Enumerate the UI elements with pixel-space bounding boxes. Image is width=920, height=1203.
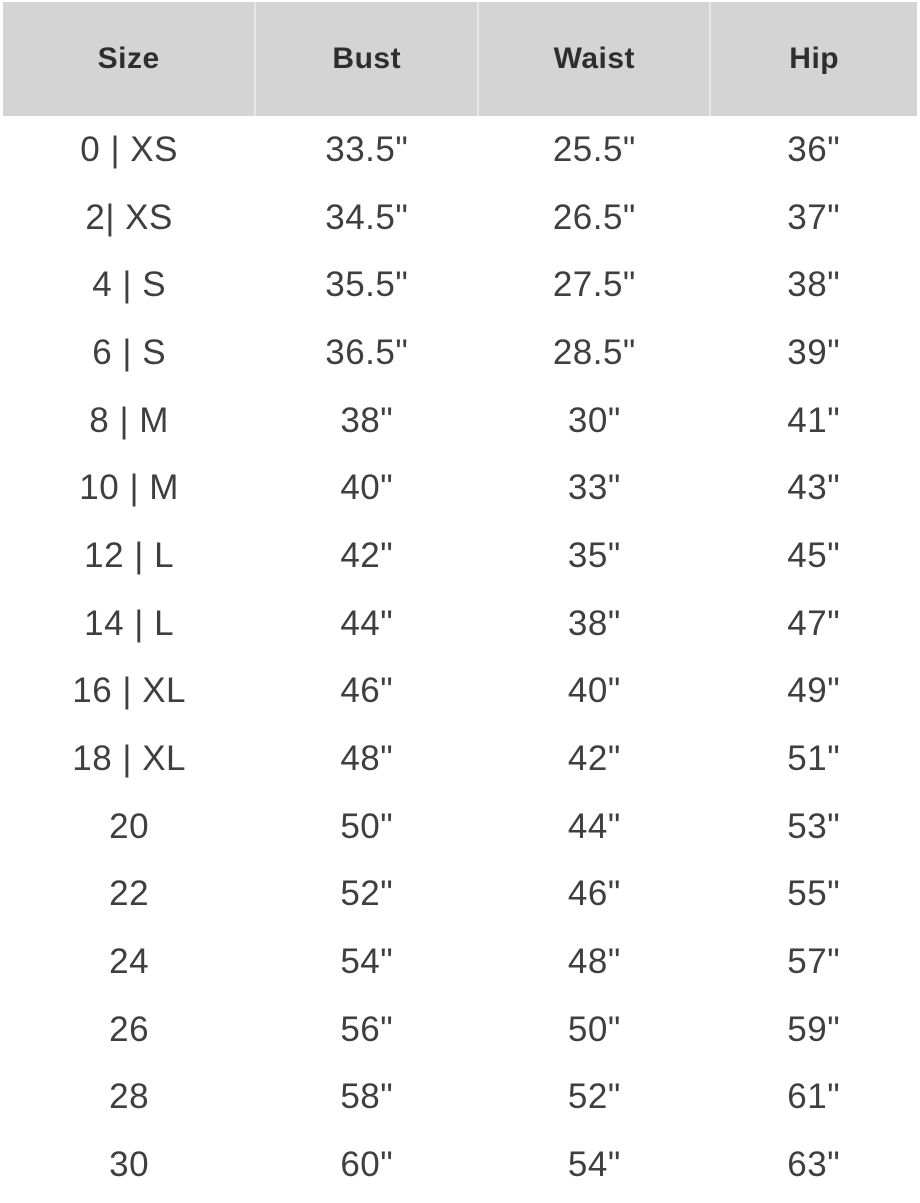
hip-cell: 49" [787, 671, 841, 711]
size-cell: 22 [109, 874, 150, 914]
bust-cell: 56" [340, 1009, 394, 1049]
table-row [3, 590, 917, 658]
table-row [3, 522, 917, 590]
bust-cell: 36.5" [325, 332, 409, 372]
size-cell: 8 | M [89, 400, 169, 440]
size-cell: 20 [109, 806, 150, 846]
table-row [3, 454, 917, 522]
waist-cell: 26.5" [552, 197, 636, 237]
hip-cell: 55" [787, 874, 841, 914]
hip-cell: 47" [787, 603, 841, 643]
hip-cell: 43" [787, 468, 841, 508]
hip-cell: 41" [787, 400, 841, 440]
bust-cell: 50" [340, 806, 394, 846]
table-row [3, 387, 917, 455]
table-row [3, 1131, 917, 1199]
size-cell: 28 [109, 1077, 150, 1117]
size-chart-header [3, 2, 917, 116]
hip-cell: 45" [787, 535, 841, 575]
table-row [3, 996, 917, 1064]
hip-cell: 57" [787, 942, 841, 982]
header-row [3, 2, 917, 116]
bust-cell: 42" [340, 535, 394, 575]
waist-cell: 42" [567, 739, 621, 779]
bust-cell: 54" [340, 942, 394, 982]
hip-cell: 51" [787, 739, 841, 779]
waist-cell: 52" [567, 1077, 621, 1117]
column-header-size: Size [3, 2, 255, 116]
table-row [3, 184, 917, 252]
size-chart-page [0, 2, 920, 1203]
table-row [3, 1064, 917, 1132]
bust-cell: 60" [340, 1145, 394, 1185]
table-row [3, 658, 917, 726]
table-row [3, 793, 917, 861]
size-chart-table [3, 2, 917, 1199]
hip-cell: 61" [787, 1077, 841, 1117]
bust-cell: 44" [340, 603, 394, 643]
size-cell: 24 [109, 942, 150, 982]
size-cell: 0 | XS [80, 129, 178, 169]
size-cell: 12 | L [84, 535, 175, 575]
table-row [3, 725, 917, 793]
waist-cell: 50" [567, 1009, 621, 1049]
waist-cell: 28.5" [552, 332, 636, 372]
size-cell: 18 | XL [72, 739, 187, 779]
bust-cell: 48" [340, 739, 394, 779]
bust-cell: 34.5" [325, 197, 409, 237]
waist-cell: 38" [567, 603, 621, 643]
bust-cell: 40" [340, 468, 394, 508]
hip-cell: 38" [787, 265, 841, 305]
size-cell: 2| XS [85, 197, 173, 237]
hip-cell: 36" [787, 129, 841, 169]
size-cell: 26 [109, 1009, 150, 1049]
size-cell: 16 | XL [72, 671, 187, 711]
table-row [3, 861, 917, 929]
size-chart-body [3, 116, 917, 1199]
column-header-bust: Bust [255, 2, 478, 116]
waist-cell: 48" [567, 942, 621, 982]
hip-cell: 39" [787, 332, 841, 372]
hip-cell: 59" [787, 1009, 841, 1049]
waist-cell: 44" [567, 806, 621, 846]
hip-cell: 37" [787, 197, 841, 237]
size-cell: 6 | S [92, 332, 167, 372]
waist-cell: 40" [567, 671, 621, 711]
table-row [3, 116, 917, 184]
column-header-waist: Waist [478, 2, 710, 116]
waist-cell: 27.5" [552, 265, 636, 305]
bust-cell: 46" [340, 671, 394, 711]
size-cell: 4 | S [92, 265, 167, 305]
size-cell: 30 [109, 1145, 150, 1185]
bust-cell: 38" [340, 400, 394, 440]
waist-cell: 33" [567, 468, 621, 508]
bust-cell: 58" [340, 1077, 394, 1117]
table-row [3, 319, 917, 387]
waist-cell: 30" [567, 400, 621, 440]
waist-cell: 54" [567, 1145, 621, 1185]
bust-cell: 52" [340, 874, 394, 914]
bust-cell: 35.5" [325, 265, 409, 305]
waist-cell: 46" [567, 874, 621, 914]
size-cell: 14 | L [84, 603, 175, 643]
waist-cell: 25.5" [552, 129, 636, 169]
hip-cell: 63" [787, 1145, 841, 1185]
hip-cell: 53" [787, 806, 841, 846]
column-header-hip: Hip [710, 2, 917, 116]
size-cell: 10 | M [79, 468, 179, 508]
bust-cell: 33.5" [325, 129, 409, 169]
waist-cell: 35" [567, 535, 621, 575]
table-row [3, 251, 917, 319]
table-row [3, 928, 917, 996]
